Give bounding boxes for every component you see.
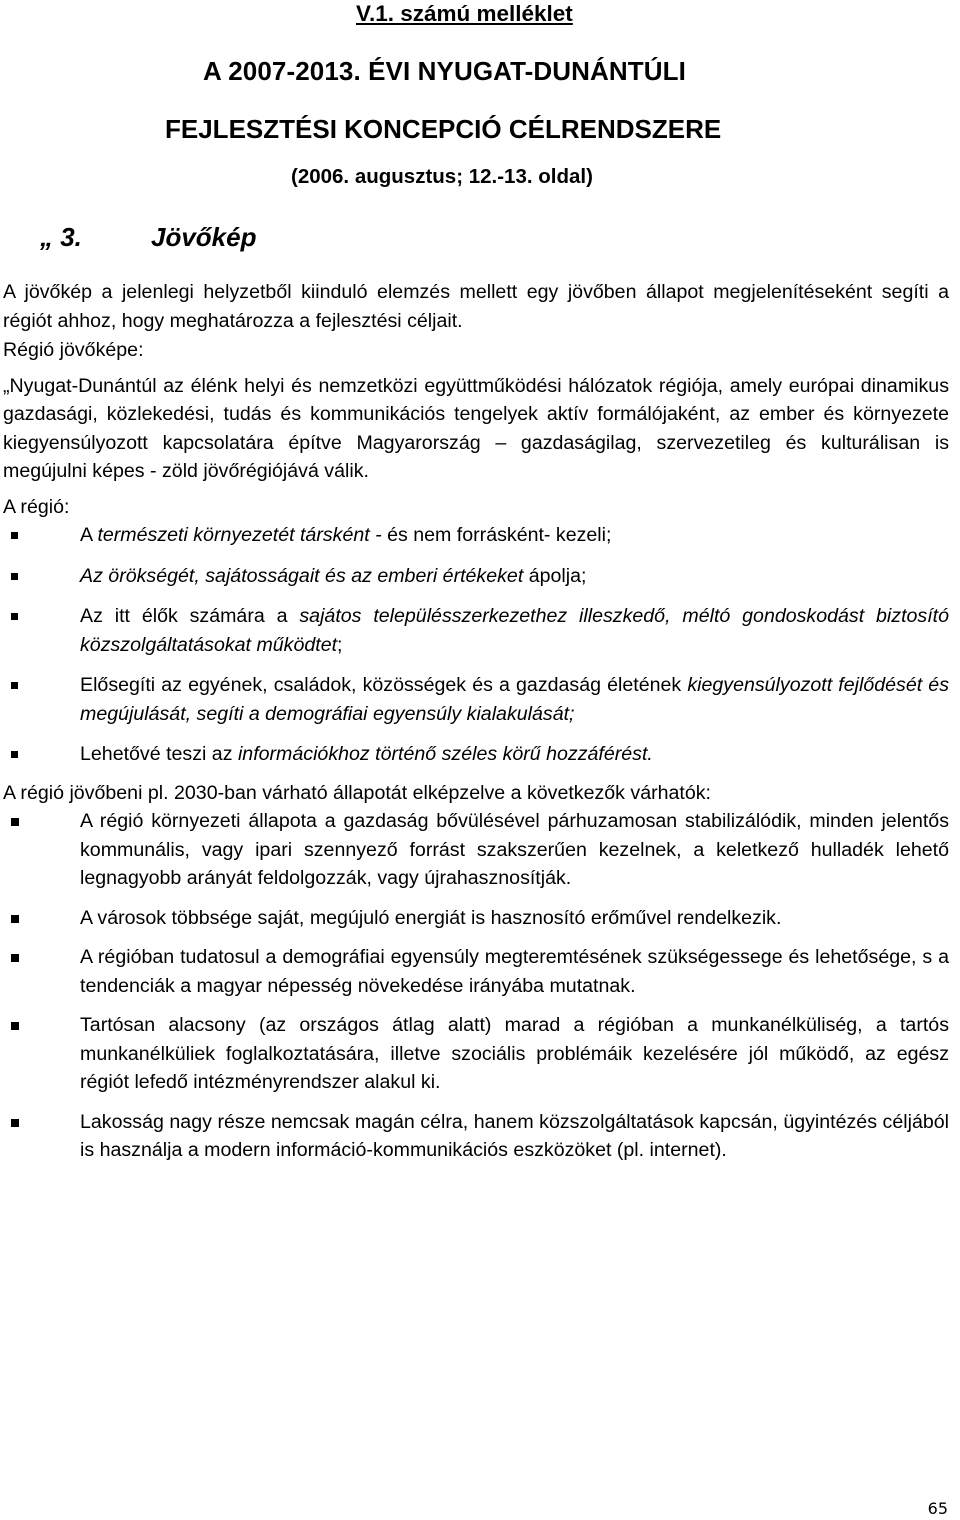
region-label: A régió: [3,495,70,518]
title-line-2: FEJLESZTÉSI KONCEPCIÓ CÉLRENDSZERE [165,114,722,144]
list-item: A régió környezeti állapota a gazdaság bővülésével párhuzamosan stabilizálódik, minden jelentős kommunális, vagy ipari szennyező forrást szakszerűen kezelnek, a keletkező hulladék lehető legnagyobb arányát feldolgozzák, vagy újrahasznosítják. [3,807,949,893]
list-item: A városok többsége saját, megújuló energiát is hasznosító erőművel rendelkezik. [3,904,949,933]
bullet-square-icon [11,682,18,689]
bullet-square-icon [11,818,19,826]
page-number: 65 [927,1499,948,1518]
bullet-square-icon [11,1022,19,1030]
bullet-square-icon [11,954,19,962]
section-number: „ 3. [40,222,82,252]
section-title: Jövőkép [151,222,257,252]
list-item: Elősegíti az egyének, családok, közösségek és a gazdaság életének kiegyensúlyozott fejlődését és megújulását, segíti a demográfiai egyensúly kialakulását; [3,671,949,728]
intro-paragraph: A jövőkép a jelenlegi helyzetből kiinduló elemzés mellett egy jövőben állapot megjelenítéseként segíti a régiót ahhoz, hogy meghatározza a fejlesztési céljait. [3,281,949,332]
list-item: Az itt élők számára a sajátos településszerkezethez illeszkedő, méltó gondoskodást biztosító közszolgáltatásokat működtet; [3,602,949,659]
bullet-square-icon [11,1119,19,1127]
bullet-square-icon [11,613,18,620]
bullet-square-icon [11,915,19,923]
bullet-square-icon [11,532,18,539]
future-label: A régió jövőbeni pl. 2030-ban várható állapotát elképzelve a következők várhatók: [3,781,712,804]
bullet-square-icon [11,573,18,580]
list-item: Lehetővé teszi az információkhoz történő széles körű hozzáférést. [3,740,949,769]
bullet-square-icon [11,751,18,758]
list-item: Lakosság nagy része nemcsak magán célra, hanem közszolgáltatások kapcsán, ügyintézés céljából is használja a modern információ-kommunikációs eszközöket (pl. internet). [3,1108,949,1165]
future-list [3,807,949,1165]
title-subtitle: (2006. augusztus; 12.-13. oldal) [291,165,593,188]
vision-label: Régió jövőképe: [3,339,144,361]
document-body [3,278,949,1176]
section-heading [40,220,257,254]
vision-paragraph: „Nyugat-Dunántúl az élénk helyi és nemzetközi együttműködési hálózatok régiója, amely európai dinamikus gazdasági, közlekedési, tudás és kommunikációs tengelyek aktív formálójaként, az ember és környezete kiegyensúlyozott kapcsolatára építve Magyarország – gazdaságilag, szervezetileg és kulturálisan is megújulni képes - zöld jövőrégiójává válik. [3,374,949,482]
list-item: Tartósan alacsony (az országos átlag alatt) marad a régióban a munkanélküliség, a tartós munkanélküliek foglalkoztatására, illetve szociális problémáik kezelésére jól működő, az egész régiót lefedő intézményrendszer alakul ki. [3,1011,949,1097]
annex-label: V.1. számú melléklet [356,1,573,26]
title-line-1: A 2007-2013. ÉVI NYUGAT-DUNÁNTÚLI [203,56,686,86]
list-item: A természeti környezetét társként - és nem forrásként- kezeli; [3,521,949,550]
list-item: Az örökségét, sajátosságait és az emberi értékeket ápolja; [3,562,949,591]
region-list [3,521,949,769]
list-item: A régióban tudatosul a demográfiai egyensúly megteremtésének szükségessege és lehetősége, s a tendenciák a magyar népesség növekedése irányába mutatnak. [3,943,949,1000]
